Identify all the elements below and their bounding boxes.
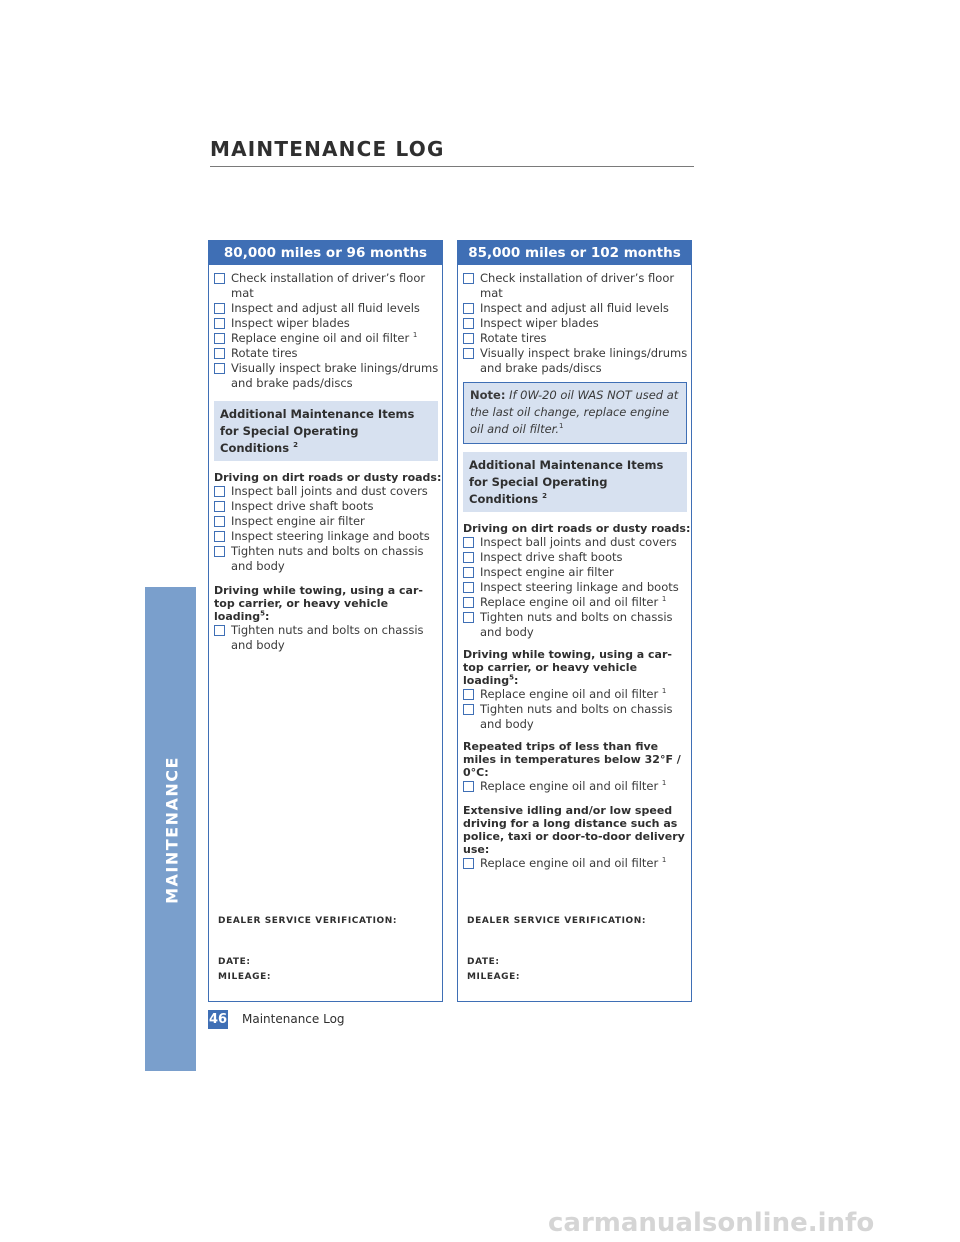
column-header: 80,000 miles or 96 months [209, 241, 442, 265]
side-tab-label: MAINTENANCE [162, 756, 182, 904]
checklist-item: Visually inspect brake linings/drums and brake pads/discs [463, 346, 691, 376]
footnote-marker: 1 [661, 779, 667, 788]
checkbox[interactable] [463, 582, 474, 593]
checkbox[interactable] [214, 348, 225, 359]
checkbox[interactable] [463, 567, 474, 578]
checklist-item: Rotate tires [214, 346, 442, 361]
checklist-item: Replace engine oil and oil filter $^1$ [463, 687, 691, 702]
footnote-marker: 1 [661, 595, 667, 604]
checkbox[interactable] [214, 273, 225, 284]
title-divider [210, 166, 694, 167]
log-column-80000 [208, 240, 443, 1002]
date-label: DATE: [467, 957, 500, 967]
footer-section-label: Maintenance Log [242, 1012, 345, 1026]
checklist-item: Inspect steering linkage and boots [214, 529, 442, 544]
checkbox[interactable] [214, 303, 225, 314]
condition-heading: Driving on dirt roads or dusty roads: [214, 471, 442, 484]
dealer-verification-label: DEALER SERVICE VERIFICATION: [467, 916, 647, 926]
footnote-marker: 1 [661, 856, 667, 865]
checkbox[interactable] [214, 318, 225, 329]
checkbox[interactable] [463, 552, 474, 563]
checkbox[interactable] [463, 612, 474, 623]
checklist-item: Inspect ball joints and dust covers [214, 484, 442, 499]
checklist-item: Tighten nuts and bolts on chassis and body [214, 544, 442, 574]
checkbox[interactable] [463, 537, 474, 548]
checklist-item: Inspect ball joints and dust covers [463, 535, 691, 550]
footnote-marker: 5 [260, 609, 265, 618]
log-column-85000 [457, 240, 692, 1002]
footnote-marker: 1 [559, 422, 564, 431]
checklist-item: Visually inspect brake linings/drums and brake pads/discs [214, 361, 442, 391]
page-number: 46 [208, 1012, 228, 1027]
mileage-label: MILEAGE: [467, 972, 521, 982]
checklist-item: Inspect steering linkage and boots [463, 580, 691, 595]
checkbox[interactable] [214, 516, 225, 527]
mileage-label: MILEAGE: [218, 972, 272, 982]
dealer-verification-label: DEALER SERVICE VERIFICATION: [218, 916, 398, 926]
checklist-item: Inspect and adjust all fluid levels [463, 301, 691, 316]
footnote-marker: 5 [509, 673, 514, 682]
checklist-item: Tighten nuts and bolts on chassis and body [214, 623, 442, 653]
checklist-item: Tighten nuts and bolts on chassis and body [463, 702, 691, 732]
checkbox[interactable] [463, 333, 474, 344]
checkbox[interactable] [214, 625, 225, 636]
additional-items-heading: Additional Maintenance Items for Special Operating Conditions $^2$ [463, 452, 687, 512]
checklist-item: Inspect drive shaft boots [463, 550, 691, 565]
checkbox[interactable] [463, 689, 474, 700]
checklist-item: Inspect wiper blades [463, 316, 691, 331]
checklist-item: Rotate tires [463, 331, 691, 346]
checklist-item: Replace engine oil and oil filter $^1$ [463, 595, 691, 610]
checklist-item: Inspect engine air filter [463, 565, 691, 580]
checklist-item: Inspect drive shaft boots [214, 499, 442, 514]
checkbox[interactable] [214, 333, 225, 344]
condition-heading: Driving on dirt roads or dusty roads: [463, 522, 691, 535]
checklist-item: Tighten nuts and bolts on chassis and body [463, 610, 691, 640]
footnote-marker: 1 [661, 687, 667, 696]
checkbox[interactable] [463, 303, 474, 314]
condition-heading: Repeated trips of less than five miles in temperatures below 32°F / 0°C: [463, 740, 681, 779]
column-header: 85,000 miles or 102 months [458, 241, 691, 265]
condition-heading: Driving while towing, using a car-top carrier, or heavy vehicle loading$^5$: [214, 584, 423, 623]
page-title: MAINTENANCE LOG [210, 137, 445, 161]
checklist-item: Inspect wiper blades [214, 316, 442, 331]
condition-heading: Driving while towing, using a car-top carrier, or heavy vehicle loading$^5$: [463, 648, 672, 687]
checkbox[interactable] [463, 318, 474, 329]
checkbox[interactable] [214, 363, 225, 374]
checkbox[interactable] [214, 546, 225, 557]
footnote-marker: 2 [293, 441, 298, 450]
footnote-marker: 1 [412, 331, 418, 340]
oil-note: Note: If 0W-20 oil WAS NOT used at the last oil change, replace engine oil and oil filter.$^1$ [463, 382, 687, 444]
checklist-item: Inspect and adjust all fluid levels [214, 301, 442, 316]
checkbox[interactable] [463, 704, 474, 715]
date-label: DATE: [218, 957, 251, 967]
checklist-item: Inspect engine air filter [214, 514, 442, 529]
checkbox[interactable] [463, 858, 474, 869]
checklist-item: Check installation of driver’s floor mat [463, 271, 691, 301]
checkbox[interactable] [463, 781, 474, 792]
additional-items-heading: Additional Maintenance Items for Special Operating Conditions $^2$ [214, 401, 438, 461]
checklist-item: Replace engine oil and oil filter $^1$ [463, 779, 691, 794]
checklist-item: Replace engine oil and oil filter $^1$ [214, 331, 442, 346]
checklist-item: Check installation of driver’s floor mat [214, 271, 442, 301]
condition-heading: Extensive idling and/or low speed driving for a long distance such as police, taxi or door-to-door delivery use: [463, 804, 685, 856]
watermark: carmanualsonline.info [548, 1208, 875, 1238]
checkbox[interactable] [214, 531, 225, 542]
checkbox[interactable] [463, 273, 474, 284]
checklist-item: Replace engine oil and oil filter $^1$ [463, 856, 691, 871]
footnote-marker: 2 [542, 492, 547, 501]
checkbox[interactable] [214, 501, 225, 512]
checkbox[interactable] [463, 348, 474, 359]
checkbox[interactable] [214, 486, 225, 497]
checkbox[interactable] [463, 597, 474, 608]
